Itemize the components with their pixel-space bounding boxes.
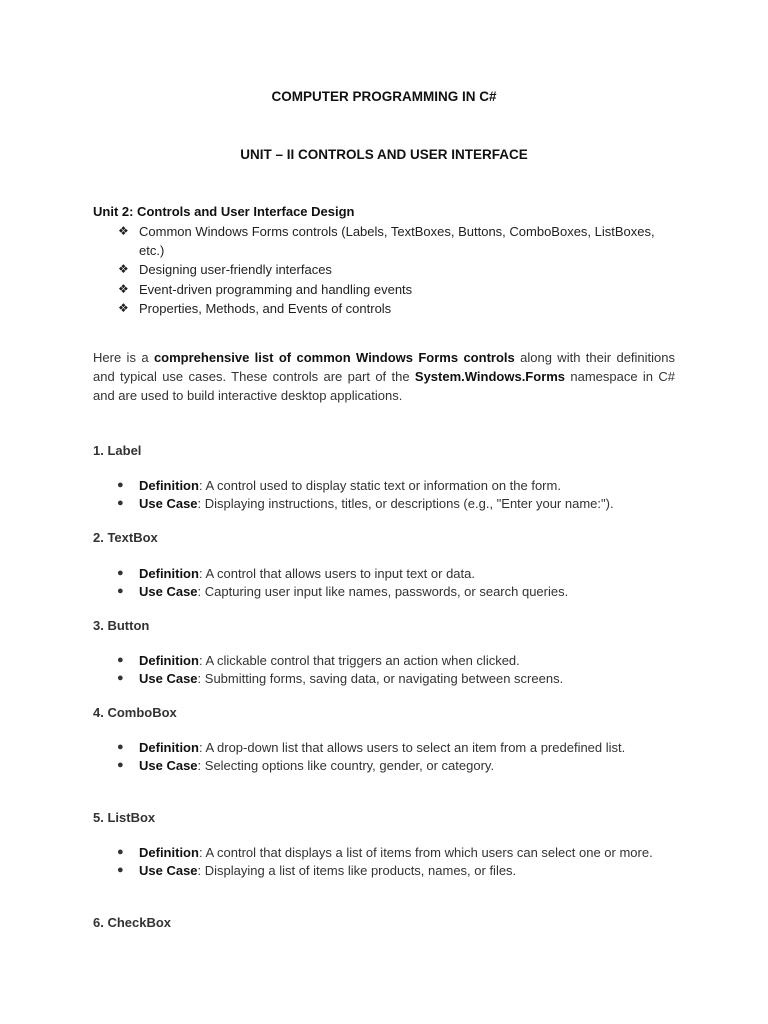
use-case-text: : Submitting forms, saving data, or navigating between screens. — [197, 670, 564, 686]
diamond-bullet-icon: ❖ — [118, 224, 129, 238]
definition-item — [93, 477, 663, 495]
definition-item — [93, 739, 663, 757]
definition-text: : A control that displays a list of items from which users can select one or more. — [198, 845, 653, 860]
unit-title: UNIT – II CONTROLS AND USER INTERFACE — [240, 147, 528, 162]
bullet-dot-icon: ● — [117, 741, 124, 753]
topic-text: Event-driven programming and handling events — [139, 281, 413, 297]
topic-item — [118, 260, 658, 279]
unit-heading: Unit 2: Controls and User Interface Design — [93, 204, 355, 219]
topic-item — [118, 222, 658, 260]
definition-label: Definition — [139, 653, 199, 668]
bullet-dot-icon: ● — [117, 758, 124, 771]
bullet-dot-icon: ● — [117, 846, 124, 858]
section-heading-combobox: 4. ComboBox — [93, 705, 177, 720]
topic-text: Designing user-friendly interfaces — [139, 262, 332, 278]
topic-item — [118, 299, 658, 318]
use-case-text: : Selecting options like country, gender, or category. — [197, 757, 495, 773]
definition-text: : A control used to display static text or information on the form. — [198, 478, 561, 493]
intro-text: namespace in C# and are used to build interactive desktop applications. — [93, 369, 675, 404]
combobox-details — [93, 739, 663, 774]
definition-text: : A drop-down list that allows users to select an item from a predefined list. — [198, 740, 626, 755]
definition-label: Definition — [139, 845, 199, 860]
intro-text: along with their definitions and typical use cases. These controls are part of the — [93, 350, 676, 385]
use-case-item — [93, 862, 663, 880]
bullet-dot-icon: ● — [117, 671, 124, 684]
topic-text: Properties, Methods, and Events of controls — [139, 300, 392, 316]
definition-label: Definition — [139, 740, 199, 755]
use-case-label: Use Case — [139, 670, 198, 686]
intro-emphasis: comprehensive list of common Windows Forms controls — [153, 350, 515, 365]
use-case-text: : Capturing user input like names, passwords, or search queries. — [197, 583, 569, 599]
topic-list — [118, 222, 658, 318]
section-heading-textbox: 2. TextBox — [93, 530, 158, 545]
bullet-dot-icon: ● — [117, 567, 124, 579]
use-case-item — [93, 583, 663, 601]
section-heading-checkbox: 6. CheckBox — [93, 915, 172, 930]
use-case-item — [93, 757, 663, 775]
definition-item — [93, 844, 663, 862]
use-case-item — [93, 670, 663, 688]
diamond-bullet-icon: ❖ — [118, 262, 129, 277]
bullet-dot-icon: ● — [117, 496, 124, 509]
section-heading-listbox: 5. ListBox — [93, 810, 156, 825]
button-details — [93, 652, 663, 687]
bullet-dot-icon: ● — [117, 479, 124, 491]
definition-label: Definition — [139, 566, 199, 581]
section-heading-button: 3. Button — [93, 618, 150, 633]
diamond-bullet-icon: ❖ — [118, 281, 129, 296]
definition-text: : A control that allows users to input text or data. — [198, 566, 475, 581]
use-case-text: : Displaying instructions, titles, or descriptions (e.g., "Enter your name:"). — [197, 495, 614, 511]
definition-item — [93, 565, 663, 583]
use-case-text: : Displaying a list of items like products, names, or files. — [197, 862, 517, 878]
topic-item — [118, 280, 658, 299]
diamond-bullet-icon: ❖ — [118, 300, 129, 315]
use-case-label: Use Case — [139, 757, 198, 773]
use-case-label: Use Case — [139, 583, 198, 599]
textbox-details — [93, 565, 663, 600]
bullet-dot-icon: ● — [117, 863, 124, 876]
bullet-dot-icon: ● — [117, 584, 124, 597]
listbox-details — [93, 844, 663, 879]
definition-label: Definition — [139, 478, 199, 493]
use-case-item — [93, 495, 663, 513]
label-details — [93, 477, 663, 512]
intro-text: Here is a — [93, 350, 154, 365]
bullet-dot-icon: ● — [117, 654, 124, 666]
topic-text: Common Windows Forms controls (Labels, TextBoxes, Buttons, ComboBoxes, ListBoxes, etc.) — [139, 224, 655, 259]
use-case-label: Use Case — [139, 495, 198, 511]
definition-item — [93, 652, 663, 670]
definition-text: : A clickable control that triggers an action when clicked. — [198, 653, 520, 668]
intro-paragraph — [93, 348, 675, 406]
use-case-label: Use Case — [139, 862, 198, 878]
section-heading-label: 1. Label — [93, 443, 142, 458]
namespace-name: System.Windows.Forms — [414, 369, 566, 385]
document-title: COMPUTER PROGRAMMING IN C# — [271, 89, 497, 104]
